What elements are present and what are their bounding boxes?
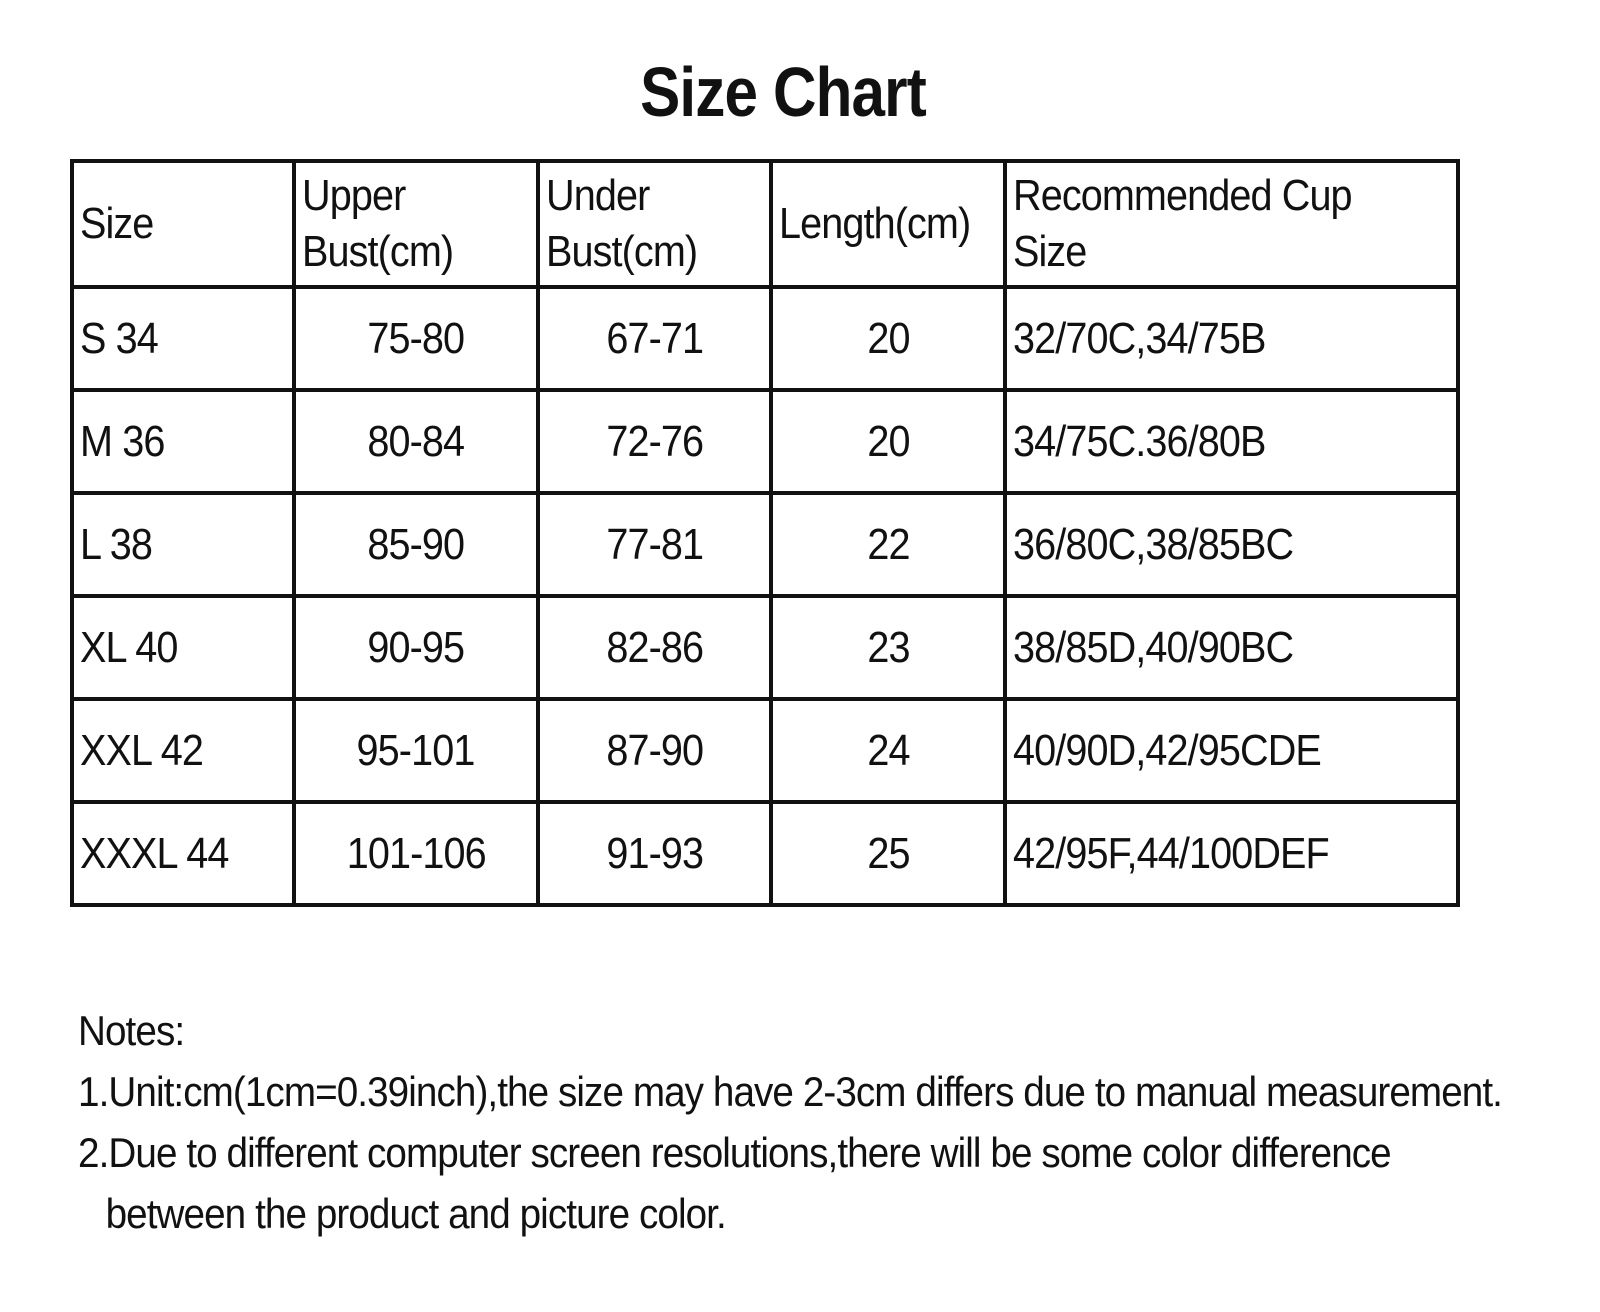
- header-size: Size: [72, 161, 294, 287]
- recommended-cup-cell: 36/80C,38/85BC: [1005, 493, 1458, 596]
- table-row: [72, 493, 1458, 596]
- upper-bust-cell: 80-84: [294, 390, 538, 493]
- note-item-continuation: between the product and picture color.: [105, 1190, 726, 1237]
- table-row: [72, 287, 1458, 390]
- length-cell: 22: [771, 493, 1005, 596]
- size-chart-table: [70, 159, 1460, 907]
- length-cell: 24: [771, 699, 1005, 802]
- recommended-cup-cell: 40/90D,42/95CDE: [1005, 699, 1458, 802]
- size-cell: XXXL 44: [72, 802, 294, 905]
- size-cell: XXL 42: [72, 699, 294, 802]
- upper-bust-cell: 75-80: [294, 287, 538, 390]
- recommended-cup-cell: 32/70C,34/75B: [1005, 287, 1458, 390]
- upper-bust-cell: 85-90: [294, 493, 538, 596]
- table-header-row: [72, 161, 1458, 287]
- length-cell: 25: [771, 802, 1005, 905]
- header-length: Length(cm): [771, 161, 1005, 287]
- header-under-bust: Under Bust(cm): [538, 161, 771, 287]
- header-upper-bust: Upper Bust(cm): [294, 161, 538, 287]
- size-cell: M 36: [72, 390, 294, 493]
- note-item: 2.Due to different computer screen resolutions,there will be some color difference: [78, 1129, 1391, 1176]
- upper-bust-cell: 95-101: [294, 699, 538, 802]
- notes-section: [78, 1000, 1578, 1244]
- under-bust-cell: 77-81: [538, 493, 771, 596]
- size-cell: S 34: [72, 287, 294, 390]
- size-cell: L 38: [72, 493, 294, 596]
- under-bust-cell: 82-86: [538, 596, 771, 699]
- header-recommended-cup-size: Recommended Cup Size: [1005, 161, 1458, 287]
- length-cell: 20: [771, 390, 1005, 493]
- recommended-cup-cell: 38/85D,40/90BC: [1005, 596, 1458, 699]
- table-row: [72, 802, 1458, 905]
- length-cell: 20: [771, 287, 1005, 390]
- recommended-cup-cell: 34/75C.36/80B: [1005, 390, 1458, 493]
- upper-bust-cell: 101-106: [294, 802, 538, 905]
- table-row: [72, 390, 1458, 493]
- note-item: 1.Unit:cm(1cm=0.39inch),the size may have 2-3cm differs due to manual measurement.: [78, 1068, 1502, 1115]
- notes-heading: Notes:: [78, 1007, 185, 1054]
- size-cell: XL 40: [72, 596, 294, 699]
- page-title: Size Chart: [640, 53, 926, 131]
- table-row: [72, 699, 1458, 802]
- under-bust-cell: 91-93: [538, 802, 771, 905]
- recommended-cup-cell: 42/95F,44/100DEF: [1005, 802, 1458, 905]
- under-bust-cell: 87-90: [538, 699, 771, 802]
- under-bust-cell: 67-71: [538, 287, 771, 390]
- upper-bust-cell: 90-95: [294, 596, 538, 699]
- length-cell: 23: [771, 596, 1005, 699]
- under-bust-cell: 72-76: [538, 390, 771, 493]
- table-row: [72, 596, 1458, 699]
